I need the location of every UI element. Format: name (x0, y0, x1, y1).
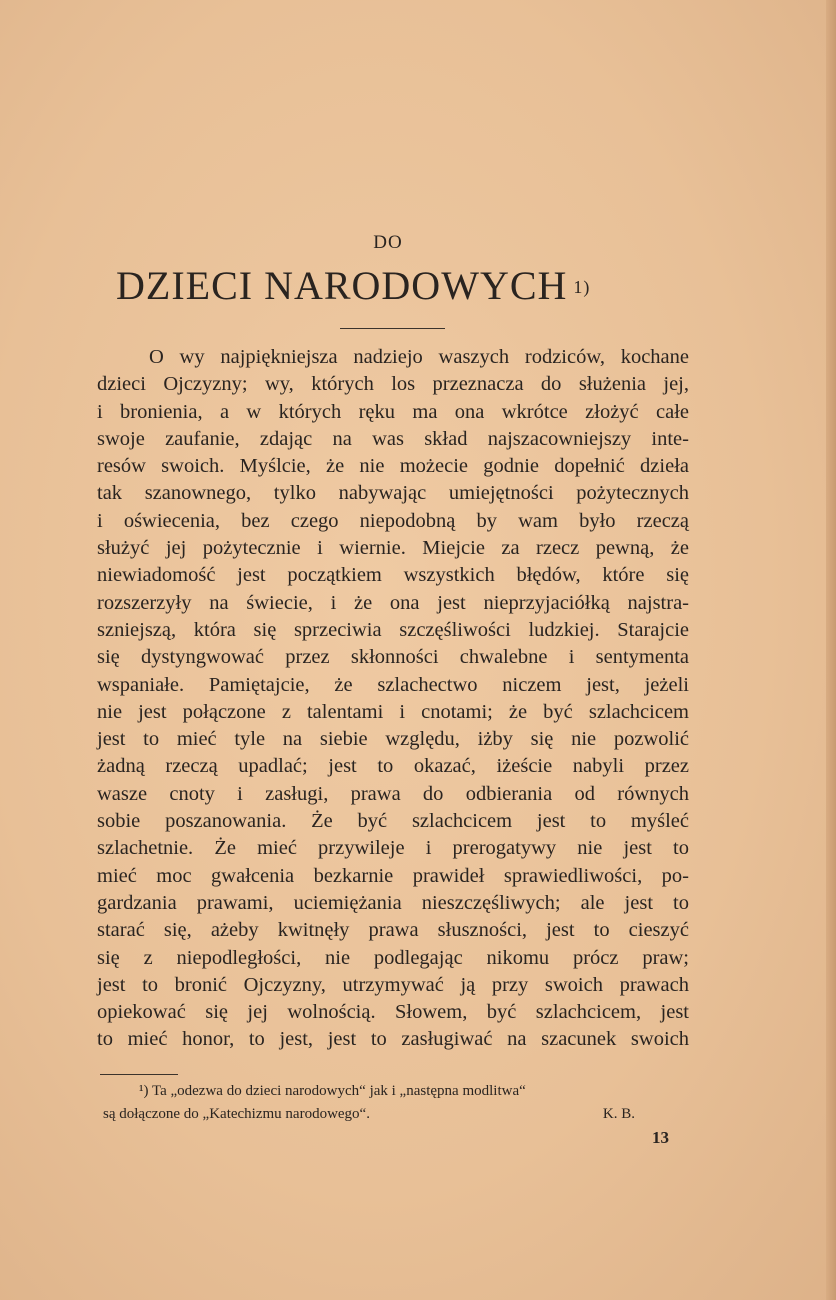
footnote-line: ¹) Ta „odezwa do dzieci narodowych“ jak i „następna modlitwa“ (139, 1083, 526, 1099)
text-line: sobie poszanowania. Że być szlachcicem jest to myśleć (97, 810, 689, 833)
text-line: służyć jej pożytecznie i wiernie. Miejcie za rzecz pewną, że (97, 537, 689, 560)
text-line: to mieć honor, to jest, jest to zasługiwać na szacunek swoich (97, 1028, 689, 1051)
text-line: jest to mieć tyle na siebie względu, iżby się nie pozwolić (97, 728, 689, 751)
text-line: i bronienia, a w których ręku ma ona wkrótce złożyć całe (97, 400, 689, 423)
title-text: DZIECI NARODOWYCH (116, 263, 568, 308)
footnote (103, 1080, 683, 1126)
page-edge (826, 0, 836, 1300)
text-line: mieć moc gwałcenia bezkarnie prawideł sprawiedliwości, po- (97, 864, 689, 887)
text-line: nie jest połączone z talentami i cnotami; że być szlachcicem (97, 700, 689, 723)
text-line: dzieci Ojczyzny; wy, których los przeznacza do służenia jej, (97, 373, 689, 396)
text-line: się dystyngwować przez skłonności chwalebne i sentymenta (97, 646, 689, 669)
footnote-divider (100, 1074, 178, 1075)
footnote-line: są dołączone do „Katechizmu narodowego“. (103, 1106, 370, 1122)
text-line: żadną rzeczą upadlać; jest to okazać, iżeście nabyli przez (97, 755, 689, 778)
text-line: opiekować się jej wolnością. Słowem, być szlachcicem, jest (97, 1001, 689, 1024)
footnote-marker: 1) (573, 277, 591, 297)
body-text (97, 344, 689, 1054)
text-line: wasze cnoty i zasługi, prawa do odbierania od równych (97, 782, 689, 805)
text-line: gardzania prawami, uciemiężania nieszczęśliwych; ale jest to (97, 891, 689, 914)
pre-title: DO (373, 232, 403, 253)
text-line: się z niepodległości, nie podlegając nikomu prócz praw; (97, 946, 689, 969)
text-line: O wy najpiękniejsza nadziejo waszych rodziców, kochane (149, 346, 689, 368)
text-line: rozszerzyły na świecie, i że ona jest nieprzyjaciółką najstra- (97, 591, 689, 614)
page-title (116, 262, 676, 309)
text-line: swoje zaufanie, zdając na was skład najszacowniejszy inte- (97, 427, 689, 450)
text-line: jest to bronić Ojczyzny, utrzymywać ją przy swoich prawach (97, 973, 689, 996)
text-line: niewiadomość jest początkiem wszystkich błędów, które się (97, 564, 689, 587)
text-line: szlachetnie. Że mieć przywileje i prerogatywy nie jest to (97, 837, 689, 860)
text-line: resów swoich. Myślcie, że nie możecie godnie dopełnić dzieła (97, 455, 689, 478)
footnote-signature: K. B. (602, 1106, 635, 1122)
text-line: szniejszą, która się sprzeciwia szczęśliwości ludzkiej. Starajcie (97, 618, 689, 641)
title-divider (340, 328, 445, 329)
text-line: starać się, ażeby kwitnęły prawa słuszności, jest to cieszyć (97, 919, 689, 942)
text-line: i oświecenia, bez czego niepodobną by wam było rzeczą (97, 509, 689, 532)
page-number: 13 (652, 1128, 669, 1147)
text-line: tak szanownego, tylko nabywając umiejętności pożytecznych (97, 482, 689, 505)
text-line: wspaniałe. Pamiętajcie, że szlachectwo niczem jest, jeżeli (97, 673, 689, 696)
